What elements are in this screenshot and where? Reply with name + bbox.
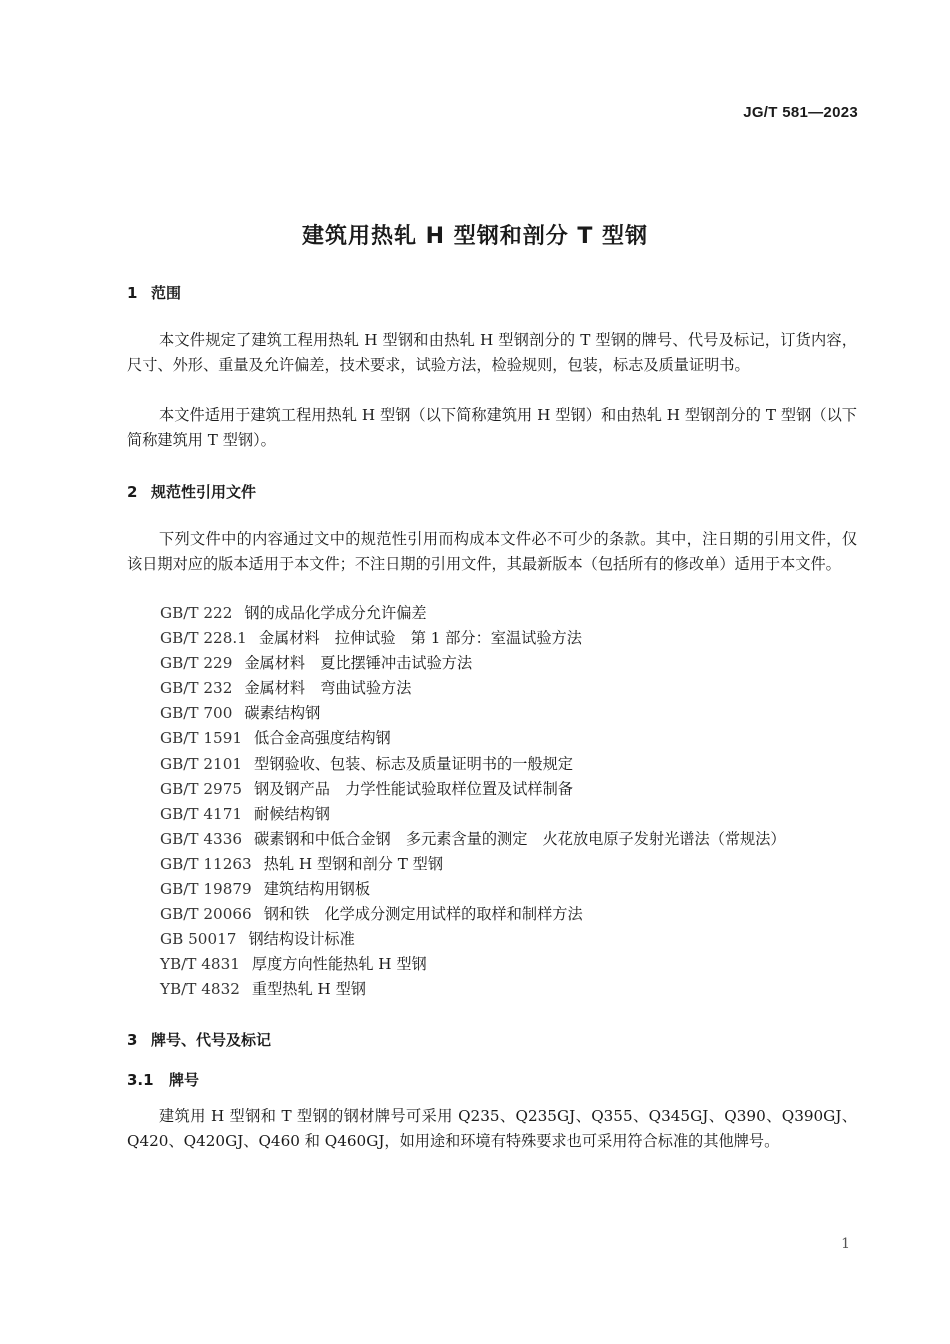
- reference-code: GB/T 228.1: [160, 629, 247, 648]
- subsection-number: 3.1: [127, 1071, 154, 1089]
- reference-item: [160, 902, 786, 927]
- reference-item: [160, 601, 786, 626]
- reference-title: 钢和铁 化学成分测定用试样的取样和制样方法: [263, 905, 583, 924]
- section-number: 1: [127, 284, 138, 302]
- section-heading-normative-refs: [127, 481, 256, 502]
- reference-title: 金属材料 弯曲试验方法: [244, 679, 412, 698]
- scope-paragraph-1: 本文件规定了建筑工程用热轧 H 型钢和由热轧 H 型钢剖分的 T 型钢的牌号、代号及标记，订货内容，尺寸、外形、重量及允许偏差，技术要求，试验方法，检验规则，包装，标志及质量证明书。: [127, 331, 857, 374]
- reference-code: YB/T 4832: [160, 980, 240, 999]
- reference-item: [160, 701, 786, 726]
- reference-title: 低合金高强度结构钢: [254, 729, 391, 748]
- section-number: 3: [127, 1031, 138, 1049]
- document-title: 建筑用热轧 H 型钢和剖分 T 型钢: [301, 224, 649, 249]
- reference-code: GB/T 1591: [160, 729, 243, 748]
- reference-code: YB/T 4831: [160, 955, 240, 974]
- reference-code: GB/T 4336: [160, 829, 243, 848]
- reference-code: GB/T 2101: [160, 754, 243, 773]
- reference-title: 钢结构设计标准: [248, 930, 355, 949]
- reference-title: 金属材料 拉伸试验 第 1 部分：室温试验方法: [258, 629, 582, 648]
- reference-title: 型钢验收、包装、标志及质量证明书的一般规定: [254, 754, 573, 773]
- reference-item: [160, 952, 786, 977]
- reference-item: [160, 977, 786, 1002]
- section-number: 2: [127, 483, 138, 501]
- section-title: 牌号、代号及标记: [151, 1031, 272, 1049]
- subsection-heading-grade: [127, 1069, 199, 1090]
- reference-item: [160, 852, 786, 877]
- section-title: 规范性引用文件: [151, 483, 257, 501]
- reference-item: [160, 877, 786, 902]
- reference-item: [160, 626, 786, 651]
- section-heading-scope: [127, 282, 181, 303]
- reference-title: 钢的成品化学成分允许偏差: [244, 604, 427, 622]
- normative-refs-intro: 下列文件中的内容通过文中的规范性引用而构成本文件必不可少的条款。其中，注日期的引用文件，仅该日期对应的版本适用于本文件；不注日期的引用文件，其最新版本（包括所有的修改单）适用于本文件。: [127, 530, 857, 573]
- reference-code: GB/T 700: [160, 704, 233, 723]
- reference-code: GB 50017: [160, 930, 237, 949]
- reference-title: 重型热轧 H 型钢: [251, 980, 366, 999]
- reference-title: 建筑结构用钢板: [263, 880, 370, 899]
- reference-title: 金属材料 夏比摆锤冲击试验方法: [244, 654, 473, 673]
- reference-code: GB/T 19879: [160, 880, 252, 899]
- reference-title: 热轧 H 型钢和剖分 T 型钢: [263, 854, 444, 873]
- reference-code: GB/T 222: [160, 604, 233, 622]
- reference-item: [160, 927, 786, 952]
- reference-item: [160, 651, 786, 676]
- reference-list: [160, 601, 786, 1003]
- reference-item: [160, 827, 786, 852]
- reference-item: [160, 752, 786, 777]
- reference-code: GB/T 2975: [160, 779, 243, 798]
- page-number: 1: [841, 1236, 850, 1252]
- reference-code: GB/T 229: [160, 654, 233, 673]
- reference-code: GB/T 232: [160, 679, 233, 698]
- subsection-title: 牌号: [169, 1071, 200, 1089]
- reference-code: GB/T 4171: [160, 804, 243, 823]
- reference-code: GB/T 11263: [160, 854, 252, 873]
- reference-title: 钢及钢产品 力学性能试验取样位置及试样制备: [254, 779, 573, 798]
- reference-item: [160, 676, 786, 701]
- reference-item: [160, 726, 786, 751]
- reference-item: [160, 777, 786, 802]
- scope-paragraph-2: 本文件适用于建筑工程用热轧 H 型钢（以下简称建筑用 H 型钢）和由热轧 H 型钢剖分的 T 型钢（以下简称建筑用 T 型钢）。: [127, 406, 857, 449]
- reference-title: 碳素结构钢: [244, 704, 321, 723]
- reference-title: 碳素钢和中低合金钢 多元素含量的测定 火花放电原子发射光谱法（常规法）: [254, 829, 786, 848]
- reference-code: GB/T 20066: [160, 905, 252, 924]
- grades-paragraph: 建筑用 H 型钢和 T 型钢的钢材牌号可采用 Q235、Q235GJ、Q355、Q345GJ、Q390、Q390GJ、Q420、Q420GJ、Q460 和 Q460GJ，如用途和环境有特殊要求也可采用符合标准的其他牌号。: [127, 1107, 857, 1150]
- standard-code: JG/T 581—2023: [743, 104, 858, 121]
- section-heading-grades: [127, 1029, 271, 1050]
- reference-item: [160, 802, 786, 827]
- section-title: 范围: [151, 284, 182, 302]
- reference-title: 耐候结构钢: [254, 804, 330, 823]
- reference-title: 厚度方向性能热轧 H 型钢: [251, 955, 427, 974]
